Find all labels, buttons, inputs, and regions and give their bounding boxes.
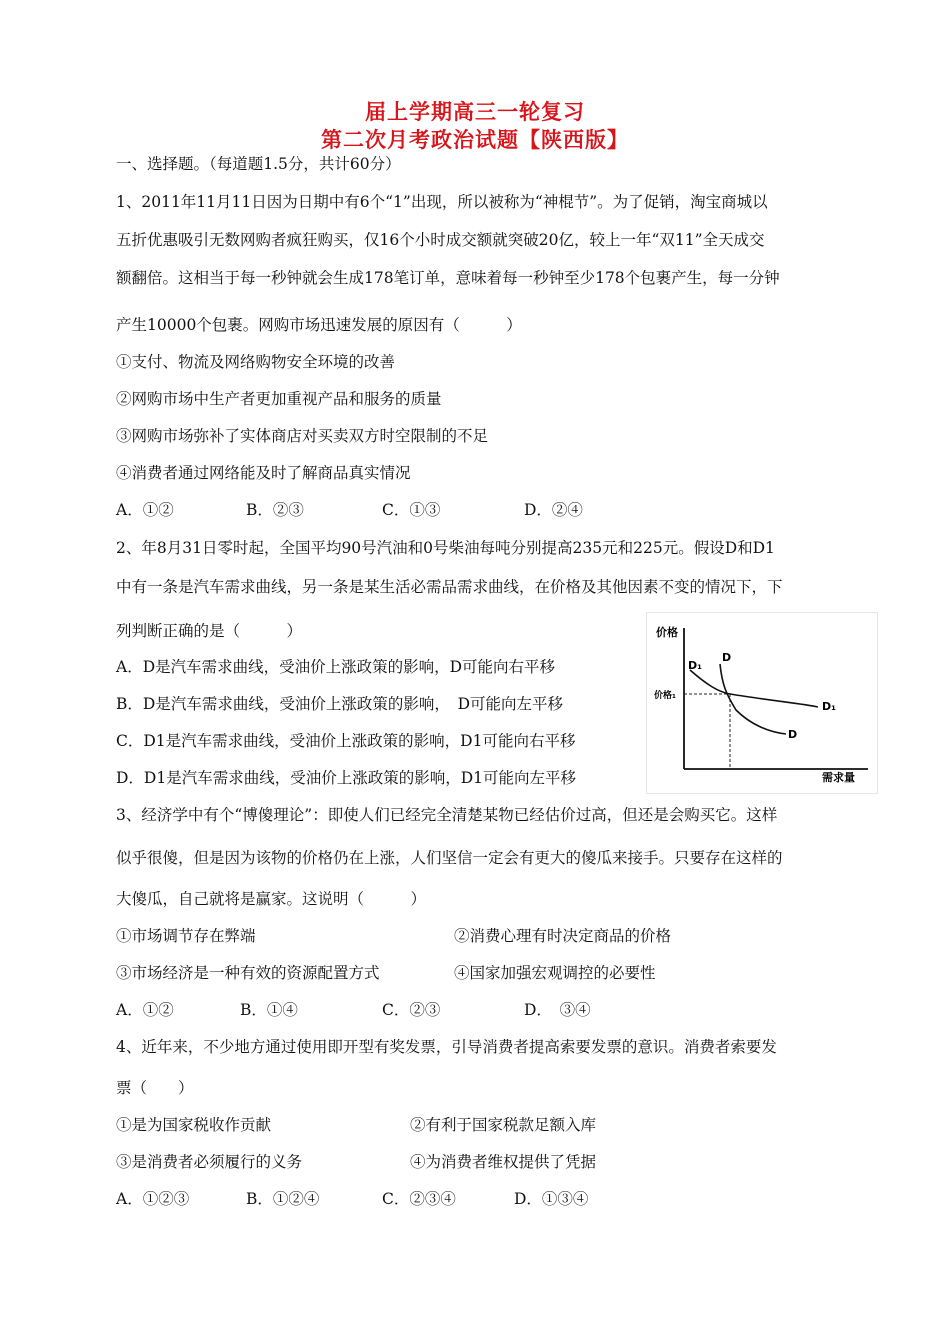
q2-option-c[interactable]: C．D1是汽车需求曲线，受油价上涨政策的影响，D1可能向右平移	[116, 732, 576, 750]
demand-curve-graph	[646, 612, 878, 794]
q3-option-d[interactable]: D． ③④	[524, 1001, 591, 1019]
q1-option-b[interactable]: B．②③	[246, 501, 304, 519]
section-heading: 一、选择题。（每道题1.5分，共计60分）	[116, 155, 401, 173]
q3-option-a[interactable]: A．①②	[116, 1001, 174, 1019]
q1-statement: ②网购市场中生产者更加重视产品和服务的质量	[116, 390, 442, 408]
q2-stem-line: 中有一条是汽车需求曲线，另一条是某生活必需品需求曲线，在价格及其他因素不变的情况下，下	[116, 578, 783, 596]
q1-stem-line: 产生10000个包裹。网购市场迅速发展的原因有（ ）	[116, 316, 522, 334]
q1-statement: ④消费者通过网络能及时了解商品真实情况	[116, 464, 411, 482]
price-level-label: 价格₁	[654, 691, 676, 701]
q4-statement: ③是消费者必须履行的义务	[116, 1153, 303, 1171]
curve-d-label-bottom: D	[788, 728, 798, 741]
q3-stem-line: 3、经济学中有个“博傻理论”：即使人们已经完全清楚某物已经估价过高，但还是会购买它。这样	[116, 806, 778, 824]
q2-option-d[interactable]: D．D1是汽车需求曲线，受油价上涨政策的影响，D1可能向左平移	[116, 769, 577, 787]
x-axis-label: 需求量	[822, 771, 855, 784]
graph-frame	[647, 613, 878, 794]
q3-stem-line: 似乎很傻，但是因为该物的价格仍在上涨，人们坚信一定会有更大的傻瓜来接手。只要存在这样的	[116, 849, 783, 867]
q4-stem-line: 4、近年来，不少地方通过使用即开型有奖发票，引导消费者提高索要发票的意识。消费者索要发	[116, 1038, 777, 1056]
q2-stem-line: 列判断正确的是（ ）	[116, 622, 303, 640]
q3-stem-line: 大傻瓜，自己就将是赢家。这说明（ ）	[116, 890, 427, 908]
q4-option-d[interactable]: D．①③④	[514, 1190, 589, 1208]
q1-statement: ①支付、物流及网络购物安全环境的改善	[116, 353, 396, 371]
curve-d-label-top: D	[722, 651, 732, 664]
q4-statement: ①是为国家税收作贡献	[116, 1116, 272, 1134]
q4-option-b[interactable]: B．①②④	[246, 1190, 320, 1208]
q2-option-a[interactable]: A．D是汽车需求曲线，受油价上涨政策的影响，D可能向右平移	[116, 658, 556, 676]
q1-stem-line: 额翻倍。这相当于每一秒钟就会生成178笔订单，意味着每一秒钟至少178个包裹产生，每一分钟	[116, 269, 780, 287]
q1-stem-line: 1、2011年11月11日因为日期中有6个“1”出现，所以被称为“神棍节”。为了促销，淘宝商城以	[116, 193, 768, 211]
q4-option-c[interactable]: C．②③④	[382, 1190, 456, 1208]
q1-option-d[interactable]: D．②④	[524, 501, 583, 519]
q4-statement: ②有利于国家税款足额入库	[410, 1116, 597, 1134]
q3-statement: ①市场调节存在弊端	[116, 927, 256, 945]
q1-option-c[interactable]: C．①③	[382, 501, 441, 519]
q4-statement: ④为消费者维权提供了凭据	[410, 1153, 597, 1171]
page-subtitle: 第二次月考政治试题【陕西版】	[321, 127, 629, 152]
q3-option-c[interactable]: C．②③	[382, 1001, 441, 1019]
y-axis-label: 价格	[656, 626, 678, 639]
q3-option-b[interactable]: B．①④	[240, 1001, 298, 1019]
curve-d1-label-right: D₁	[822, 700, 836, 713]
q4-stem-line: 票（ ）	[116, 1079, 194, 1097]
q1-statement: ③网购市场弥补了实体商店对买卖双方时空限制的不足	[116, 427, 489, 445]
curve-d1-label-left: D₁	[688, 659, 702, 672]
q2-option-b[interactable]: B．D是汽车需求曲线，受油价上涨政策的影响， D可能向左平移	[116, 695, 563, 713]
page-title: 届上学期高三一轮复习	[365, 99, 585, 124]
q4-option-a[interactable]: A．①②③	[116, 1190, 190, 1208]
q1-option-a[interactable]: A．①②	[116, 501, 174, 519]
q2-stem-line: 2、年8月31日零时起，全国平均90号汽油和0号柴油每吨分别提高235元和225元。假设D和D1	[116, 539, 775, 557]
q3-statement: ④国家加强宏观调控的必要性	[454, 964, 656, 982]
q3-statement: ②消费心理有时决定商品的价格	[454, 927, 672, 945]
q3-statement: ③市场经济是一种有效的资源配置方式	[116, 964, 380, 982]
q1-stem-line: 五折优惠吸引无数网购者疯狂购买，仅16个小时成交额就突破20亿，较上一年“双11”全天成交	[116, 231, 765, 249]
